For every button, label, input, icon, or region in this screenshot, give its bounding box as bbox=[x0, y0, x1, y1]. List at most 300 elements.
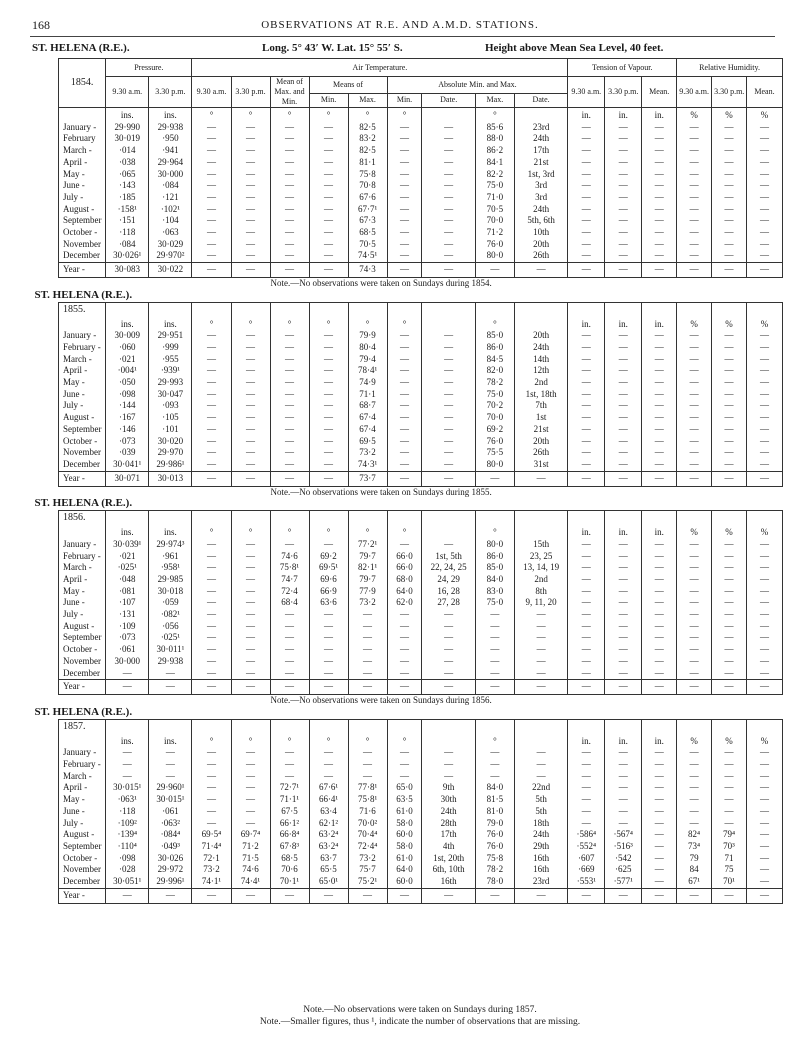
table-cell bbox=[149, 719, 192, 734]
table-cell: 16th bbox=[514, 864, 567, 876]
table-cell: — bbox=[231, 354, 270, 366]
table-cell: — bbox=[387, 609, 422, 621]
table-cell: — bbox=[514, 263, 567, 278]
month-label: May - bbox=[59, 377, 106, 389]
table-cell: ·586⁴ bbox=[568, 829, 605, 841]
table-cell: — bbox=[712, 562, 747, 574]
table-cell: — bbox=[348, 644, 387, 656]
table-cell: ·021 bbox=[106, 551, 149, 563]
table-cell: — bbox=[677, 644, 712, 656]
station-title-repeat: ST. HELENA (R.E.). bbox=[34, 497, 133, 510]
table-cell: — bbox=[270, 609, 309, 621]
table-cell: — bbox=[348, 888, 387, 903]
month-label: September bbox=[59, 424, 106, 436]
table-cell: — bbox=[712, 447, 747, 459]
table-cell: 67·3 bbox=[348, 215, 387, 227]
table-cell: — bbox=[605, 169, 642, 181]
month-label: February bbox=[59, 133, 106, 145]
table-cell: ·059 bbox=[149, 597, 192, 609]
table-cell: — bbox=[270, 133, 309, 145]
table-cell: — bbox=[677, 239, 712, 251]
table-cell: — bbox=[270, 771, 309, 783]
table-cell: — bbox=[387, 133, 422, 145]
table-cell: — bbox=[605, 459, 642, 471]
table-cell: — bbox=[746, 447, 782, 459]
table-cell: ·025¹ bbox=[106, 562, 149, 574]
month-label: April - bbox=[59, 365, 106, 377]
table-cell: — bbox=[712, 551, 747, 563]
table-cell: — bbox=[605, 412, 642, 424]
table-cell: — bbox=[106, 888, 149, 903]
table-cell: — bbox=[746, 330, 782, 342]
table-cell: — bbox=[231, 122, 270, 134]
table-cell: — bbox=[568, 632, 605, 644]
table-cell: — bbox=[309, 377, 348, 389]
table-cell: 18th bbox=[514, 818, 567, 830]
table-cell: — bbox=[192, 263, 231, 278]
table-cell: — bbox=[712, 632, 747, 644]
table-cell: ·167 bbox=[106, 412, 149, 424]
table-cell bbox=[309, 302, 348, 317]
table-cell: ·553¹ bbox=[568, 876, 605, 888]
table-cell: — bbox=[746, 888, 782, 903]
table-cell: — bbox=[514, 656, 567, 668]
table-cell: — bbox=[422, 157, 475, 169]
table-cell: 30·009 bbox=[106, 330, 149, 342]
table-cell: — bbox=[270, 539, 309, 551]
table-cell: — bbox=[422, 204, 475, 216]
table-cell: — bbox=[309, 644, 348, 656]
table-cell: 30·051¹ bbox=[106, 876, 149, 888]
month-label: February - bbox=[59, 551, 106, 563]
table-cell bbox=[746, 302, 782, 317]
table-cell bbox=[59, 734, 106, 748]
table-cell: — bbox=[568, 574, 605, 586]
month-label: November bbox=[59, 239, 106, 251]
table-cell: 75·2¹ bbox=[348, 876, 387, 888]
table-cell: — bbox=[348, 747, 387, 759]
table-cell: — bbox=[387, 539, 422, 551]
table-cell: — bbox=[422, 330, 475, 342]
table-cell: — bbox=[677, 330, 712, 342]
table-cell: — bbox=[642, 250, 677, 262]
table-cell: — bbox=[192, 806, 231, 818]
table-cell: — bbox=[568, 551, 605, 563]
table-cell: 66·0 bbox=[387, 562, 422, 574]
table-cell: — bbox=[192, 342, 231, 354]
table-cell: — bbox=[192, 227, 231, 239]
table-cell: 29·960¹ bbox=[149, 782, 192, 794]
table-cell: — bbox=[231, 759, 270, 771]
unit-label: ins. bbox=[106, 317, 149, 331]
table-cell: 73·2 bbox=[348, 597, 387, 609]
unit-label: ° bbox=[387, 525, 422, 539]
unit-label: % bbox=[677, 525, 712, 539]
table-cell: — bbox=[677, 539, 712, 551]
table-cell: 74·9 bbox=[348, 377, 387, 389]
month-label: October - bbox=[59, 436, 106, 448]
table-cell: — bbox=[231, 680, 270, 695]
table-row bbox=[59, 400, 783, 412]
table-cell: — bbox=[270, 888, 309, 903]
table-cell: 29·951 bbox=[149, 330, 192, 342]
table-cell: 13, 14, 19 bbox=[514, 562, 567, 574]
table-row bbox=[59, 250, 783, 262]
table-cell: — bbox=[642, 471, 677, 486]
table-cell: — bbox=[642, 354, 677, 366]
means-max-header: Max. bbox=[348, 93, 387, 107]
table-cell: 71 bbox=[712, 853, 747, 865]
month-label: April - bbox=[59, 157, 106, 169]
table-cell: 69·2 bbox=[309, 551, 348, 563]
table-cell: 67·6¹ bbox=[309, 782, 348, 794]
table-cell: — bbox=[746, 782, 782, 794]
table-cell: — bbox=[605, 759, 642, 771]
unit-label: ° bbox=[309, 317, 348, 331]
table-cell: — bbox=[270, 122, 309, 134]
table-cell: — bbox=[642, 400, 677, 412]
table-cell: — bbox=[568, 597, 605, 609]
month-label: February - bbox=[59, 342, 106, 354]
table-cell: 70·0 bbox=[475, 215, 514, 227]
table-cell: 73·2 bbox=[348, 447, 387, 459]
table-cell: — bbox=[231, 747, 270, 759]
table-cell: 63·6 bbox=[309, 597, 348, 609]
table-cell: — bbox=[746, 215, 782, 227]
table-cell: — bbox=[387, 412, 422, 424]
table-cell: 65·0 bbox=[387, 782, 422, 794]
units-row bbox=[59, 734, 783, 748]
table-row bbox=[59, 644, 783, 656]
table-cell: — bbox=[746, 122, 782, 134]
table-cell: — bbox=[231, 888, 270, 903]
table-cell: — bbox=[568, 668, 605, 680]
abs-min-date-header: Date. bbox=[422, 93, 475, 107]
air-temp-header: Air Temperature. bbox=[192, 59, 568, 77]
table-cell: 79·0 bbox=[475, 818, 514, 830]
table-cell: — bbox=[605, 389, 642, 401]
table-cell: — bbox=[270, 632, 309, 644]
table-cell: — bbox=[270, 656, 309, 668]
table-cell: — bbox=[231, 377, 270, 389]
table-cell: — bbox=[568, 412, 605, 424]
table-cell: — bbox=[309, 609, 348, 621]
table-cell: 60·0 bbox=[387, 876, 422, 888]
table-cell: 61·0 bbox=[387, 853, 422, 865]
table-cell: — bbox=[192, 459, 231, 471]
table-cell: — bbox=[568, 342, 605, 354]
table-row bbox=[59, 621, 783, 633]
table-cell: — bbox=[309, 239, 348, 251]
table-cell: — bbox=[270, 365, 309, 377]
table-cell: — bbox=[231, 668, 270, 680]
table-cell: — bbox=[677, 204, 712, 216]
table-cell: 29th bbox=[514, 841, 567, 853]
table-cell: 29·964 bbox=[149, 157, 192, 169]
table-cell: 75 bbox=[712, 864, 747, 876]
unit-label: ° bbox=[270, 525, 309, 539]
table-cell: — bbox=[568, 192, 605, 204]
table-cell: ·061 bbox=[149, 806, 192, 818]
table-cell: 69·5 bbox=[348, 436, 387, 448]
table-cell: ·105 bbox=[149, 412, 192, 424]
table-cell: — bbox=[605, 263, 642, 278]
table-cell: — bbox=[192, 747, 231, 759]
table-cell: — bbox=[642, 342, 677, 354]
table-cell: 69·5⁴ bbox=[192, 829, 231, 841]
table-cell: ·542 bbox=[605, 853, 642, 865]
table-cell: — bbox=[642, 794, 677, 806]
table-cell: — bbox=[231, 192, 270, 204]
table-cell: 20th bbox=[514, 239, 567, 251]
year-column-header: 1854. bbox=[59, 59, 106, 108]
table-cell: 85·0 bbox=[475, 562, 514, 574]
table-cell: — bbox=[309, 888, 348, 903]
table-cell: — bbox=[746, 609, 782, 621]
table-cell: — bbox=[309, 215, 348, 227]
table-cell: — bbox=[192, 759, 231, 771]
table-cell: — bbox=[605, 632, 642, 644]
table-cell: 80·0 bbox=[475, 539, 514, 551]
table-cell: — bbox=[387, 668, 422, 680]
table-cell: — bbox=[475, 632, 514, 644]
table-cell: — bbox=[712, 471, 747, 486]
table-cell: — bbox=[677, 424, 712, 436]
table-cell: — bbox=[746, 806, 782, 818]
table-cell: 9th bbox=[422, 782, 475, 794]
table-cell bbox=[605, 511, 642, 526]
table-cell: — bbox=[605, 342, 642, 354]
table-cell: — bbox=[712, 389, 747, 401]
table-cell: — bbox=[387, 192, 422, 204]
table-cell: — bbox=[422, 227, 475, 239]
table-cell: — bbox=[568, 447, 605, 459]
table-cell: ·084 bbox=[106, 239, 149, 251]
table-row bbox=[59, 668, 783, 680]
table-cell bbox=[348, 719, 387, 734]
table-cell: 82·1¹ bbox=[348, 562, 387, 574]
table-cell bbox=[642, 511, 677, 526]
unit-label: ° bbox=[348, 525, 387, 539]
unit-label: ° bbox=[475, 317, 514, 331]
table-cell: — bbox=[231, 644, 270, 656]
station-title-repeat: ST. HELENA (R.E.). bbox=[34, 705, 133, 718]
table-cell: — bbox=[387, 632, 422, 644]
month-label: October - bbox=[59, 227, 106, 239]
table-cell: — bbox=[677, 436, 712, 448]
table-cell: — bbox=[677, 192, 712, 204]
table-cell: ·093 bbox=[149, 400, 192, 412]
table-cell: 67·4 bbox=[348, 412, 387, 424]
table-cell: — bbox=[231, 365, 270, 377]
table-cell: — bbox=[642, 447, 677, 459]
table-cell: — bbox=[677, 342, 712, 354]
table-cell: — bbox=[231, 806, 270, 818]
table-cell: — bbox=[712, 330, 747, 342]
table-cell: — bbox=[231, 169, 270, 181]
table-cell: — bbox=[475, 680, 514, 695]
table-cell: — bbox=[514, 668, 567, 680]
table-cell: 27, 28 bbox=[422, 597, 475, 609]
table-cell: — bbox=[746, 656, 782, 668]
table-cell: — bbox=[231, 656, 270, 668]
table-cell: 83·0 bbox=[475, 586, 514, 598]
unit-label: in. bbox=[642, 108, 677, 122]
table-cell: — bbox=[422, 365, 475, 377]
table-cell: — bbox=[712, 169, 747, 181]
month-label: January - bbox=[59, 122, 106, 134]
unit-label: % bbox=[712, 108, 747, 122]
table-cell: 17th bbox=[422, 829, 475, 841]
table-cell: — bbox=[642, 609, 677, 621]
unit-label: ins. bbox=[149, 317, 192, 331]
table-cell: — bbox=[642, 551, 677, 563]
table-cell: — bbox=[270, 759, 309, 771]
table-cell: 74·6 bbox=[270, 551, 309, 563]
table-cell: — bbox=[605, 354, 642, 366]
unit-label: % bbox=[712, 525, 747, 539]
table-cell: — bbox=[231, 609, 270, 621]
table-cell: 30·000 bbox=[106, 656, 149, 668]
table-cell: — bbox=[605, 227, 642, 239]
table-cell: — bbox=[387, 459, 422, 471]
table-cell: 76·0 bbox=[475, 239, 514, 251]
table-cell bbox=[514, 302, 567, 317]
table-cell: — bbox=[192, 782, 231, 794]
table-row bbox=[59, 180, 783, 192]
table-cell: 14th bbox=[514, 354, 567, 366]
table-cell: — bbox=[270, 471, 309, 486]
table-cell: ·143 bbox=[106, 180, 149, 192]
table-cell: — bbox=[642, 818, 677, 830]
table-cell: 26th bbox=[514, 250, 567, 262]
table-row bbox=[59, 841, 783, 853]
table-cell bbox=[746, 511, 782, 526]
table-cell: — bbox=[270, 263, 309, 278]
table-cell: ·073 bbox=[106, 436, 149, 448]
table-cell: — bbox=[605, 447, 642, 459]
table-cell: 71·1¹ bbox=[270, 794, 309, 806]
table-cell: — bbox=[712, 794, 747, 806]
table-cell: — bbox=[677, 145, 712, 157]
table-cell: ·607 bbox=[568, 853, 605, 865]
table-cell: 70·1¹ bbox=[270, 876, 309, 888]
table-cell: 30·019 bbox=[106, 133, 149, 145]
table-cell bbox=[387, 719, 422, 734]
table-cell: 64·0 bbox=[387, 586, 422, 598]
table-cell: 6th, 10th bbox=[422, 864, 475, 876]
table-cell: — bbox=[677, 656, 712, 668]
table-cell: — bbox=[422, 621, 475, 633]
table-cell: ·048 bbox=[106, 574, 149, 586]
table-cell: 83·2 bbox=[348, 133, 387, 145]
table-cell: 2nd bbox=[514, 377, 567, 389]
sunday-note: Note.—No observations were taken on Sundays during 1856. bbox=[270, 695, 492, 706]
table-cell: 70·8 bbox=[348, 180, 387, 192]
table-cell: — bbox=[642, 365, 677, 377]
table-cell: — bbox=[422, 412, 475, 424]
table-cell: — bbox=[642, 841, 677, 853]
table-cell: — bbox=[746, 771, 782, 783]
table-cell: — bbox=[677, 365, 712, 377]
table-cell: — bbox=[712, 412, 747, 424]
table-cell: 31st bbox=[514, 459, 567, 471]
table-cell: — bbox=[746, 204, 782, 216]
table-cell: — bbox=[642, 853, 677, 865]
table-cell: — bbox=[192, 586, 231, 598]
table-cell: — bbox=[422, 424, 475, 436]
table-cell bbox=[605, 302, 642, 317]
table-cell: 30·015¹ bbox=[106, 782, 149, 794]
table-cell: — bbox=[677, 782, 712, 794]
table-cell: — bbox=[746, 180, 782, 192]
year-summary-row bbox=[59, 471, 783, 486]
table-cell: 76·0 bbox=[475, 436, 514, 448]
table-cell: — bbox=[309, 330, 348, 342]
table-cell: ·063¹ bbox=[106, 794, 149, 806]
table-cell: 78·2 bbox=[475, 864, 514, 876]
table-cell: — bbox=[270, 157, 309, 169]
table-cell: 80·0 bbox=[475, 250, 514, 262]
table-cell: — bbox=[712, 365, 747, 377]
table-cell: — bbox=[605, 471, 642, 486]
table-cell: — bbox=[677, 759, 712, 771]
table-cell: — bbox=[348, 771, 387, 783]
table-cell: — bbox=[192, 794, 231, 806]
table-cell: — bbox=[642, 597, 677, 609]
table-cell: — bbox=[568, 250, 605, 262]
table-cell: — bbox=[387, 471, 422, 486]
table-cell: — bbox=[746, 250, 782, 262]
table-cell: 82·2 bbox=[475, 169, 514, 181]
table-cell: — bbox=[605, 782, 642, 794]
table-cell: — bbox=[422, 192, 475, 204]
table-row bbox=[59, 133, 783, 145]
table-cell: — bbox=[677, 806, 712, 818]
table-cell: 16, 28 bbox=[422, 586, 475, 598]
table-cell: — bbox=[746, 377, 782, 389]
table-cell: — bbox=[712, 680, 747, 695]
unit-label: ° bbox=[309, 108, 348, 122]
table-cell: — bbox=[231, 771, 270, 783]
table-cell: — bbox=[605, 157, 642, 169]
table-cell: 20th bbox=[514, 330, 567, 342]
table-cell: — bbox=[746, 841, 782, 853]
table-row bbox=[59, 586, 783, 598]
table-cell: — bbox=[422, 215, 475, 227]
table-cell: — bbox=[677, 459, 712, 471]
table-cell: — bbox=[192, 180, 231, 192]
table-cell: 67·8³ bbox=[270, 841, 309, 853]
table-cell: — bbox=[746, 342, 782, 354]
table-cell: 69·6 bbox=[309, 574, 348, 586]
table-cell: — bbox=[642, 864, 677, 876]
table-cell: 21st bbox=[514, 424, 567, 436]
table-cell: — bbox=[712, 574, 747, 586]
table-cell bbox=[192, 511, 231, 526]
table-cell: — bbox=[677, 888, 712, 903]
unit-label bbox=[514, 734, 567, 748]
table-cell: — bbox=[348, 632, 387, 644]
month-label: May - bbox=[59, 169, 106, 181]
table-cell: 61·0 bbox=[387, 806, 422, 818]
table-cell: — bbox=[231, 412, 270, 424]
table-cell: — bbox=[309, 204, 348, 216]
table-cell: — bbox=[192, 818, 231, 830]
table-cell: — bbox=[309, 400, 348, 412]
month-label: June - bbox=[59, 180, 106, 192]
table-cell: — bbox=[642, 656, 677, 668]
